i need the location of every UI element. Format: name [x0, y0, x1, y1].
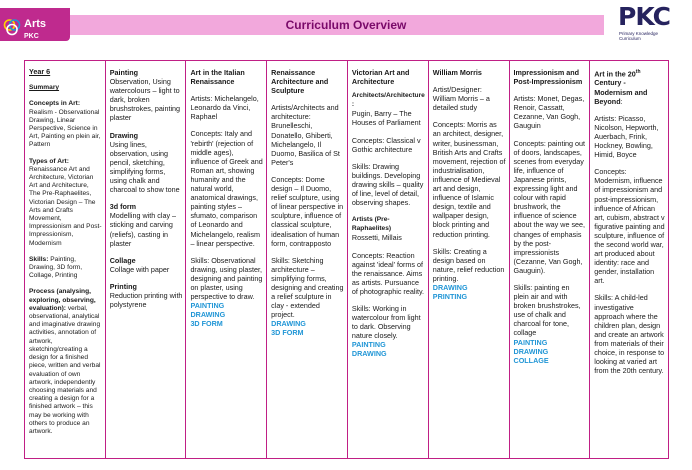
unit-skills: Skills: Observational drawing, using plaster, designing and painting on plaster, using perspective to draw.	[190, 255, 263, 302]
year-title: Year 6	[29, 67, 51, 76]
column-impressionism	[510, 61, 591, 458]
tag-drawing: DRAWING	[190, 310, 226, 320]
tag-printing: PRINTING	[432, 292, 468, 302]
pkc-logo	[618, 3, 678, 43]
curriculum-table	[24, 60, 669, 459]
architects-heading: Architects/Architecture :	[351, 92, 425, 109]
column-skills	[106, 61, 187, 458]
pre-raphaelites-heading: Artists (Pre-Raphaelites)	[351, 216, 392, 233]
skills-text: Painting, Drawing, 3D form, Collage, Printing	[29, 255, 83, 280]
unit-title: Renaissance Architecture and Sculpture	[271, 68, 329, 96]
tag-painting: PAINTING	[351, 340, 386, 350]
unit-concepts: Concepts: Dome design – Il Duomo, relief sculpture, using of linear perspective in sculpture, influence of classical sculpture, idealisation of human form, contrapposto	[271, 174, 344, 248]
unit-title: Victorian Art and Architecture	[351, 68, 410, 87]
printing-heading: Printing	[109, 281, 137, 291]
unit-artists: Artists: Picasso, Nicolson, Hepworth, Auerbach, Frink, Hockney, Bowling, Himid, Boyce	[594, 113, 659, 160]
tag-drawing: DRAWING	[432, 282, 468, 292]
skills-heading: Skills:	[29, 255, 49, 263]
venn-logo-icon	[3, 18, 21, 36]
column-william-morris	[429, 61, 510, 458]
summary-heading: Summary	[29, 84, 60, 92]
process-heading: Process (analysing, exploring, observing, evaluation):	[29, 288, 96, 312]
drawing-heading: Drawing	[109, 130, 139, 140]
architects-text: Pugin, Barry – The Houses of Parliament	[351, 109, 421, 128]
collage-heading: Collage	[109, 255, 136, 265]
unit-artists: Artists: Michelangelo, Leonardo da Vinci, Raphael	[190, 94, 259, 122]
column-renaissance-architecture	[267, 61, 348, 458]
unit-concepts-2: Concepts: Reaction against 'ideal' forms of the renaissance. Aims as artists. Pursuance of photographic reality.	[351, 250, 425, 296]
pkc-logo-text: PKC	[618, 2, 670, 31]
subject-badge	[0, 8, 70, 41]
unit-artist: Artist/Designer: William Morris – a detailed study	[432, 85, 490, 113]
tag-painting: PAINTING	[513, 337, 548, 347]
unit-skills: Skills: Creating a design based on nature, relief reduction printing.	[432, 246, 505, 283]
unit-concepts: Concepts: Classical v Gothic architecture	[351, 135, 421, 154]
unit-concepts: Concepts: painting out of doors, landscapes, scenes from everyday life, influence of Japanese prints, expressing light and colour with rapid brushwork, the influence of science about the way we see, changes of emphasis by the post-impressionists (Cezanne, Van Gogh, Gauguin).	[513, 138, 586, 275]
page-title: Curriculum Overview	[285, 18, 407, 32]
tag-drawing: DRAWING	[513, 346, 549, 356]
tag-drawing: DRAWING	[351, 349, 387, 359]
unit-skills: Skills: painting en plein air and with broken brushstrokes, use of chalk and charcoal for tone, collage	[513, 282, 581, 338]
unit-title: Art in the 20th Century - Modernism and Beyond:	[594, 69, 648, 106]
unit-concepts: Concepts: Italy and 'rebirth' (rejection of middle ages), influence of Greek and Roman art, showing humanity and the natural world, anatomical drawings, painting styles – sfumato, comparison of Leonardo and Michelangelo, realism – linear perspective.	[190, 129, 263, 248]
unit-skills: Skills: A child-led investigative approach where the children plan, design and create an artwork from materials of their choice, in response to looking at varied art from the 20th century.	[594, 293, 665, 376]
tag-drawing: DRAWING	[271, 319, 306, 329]
unit-concepts: Concepts: Morris as an architect, designer, writer, businessman, British Arts and Crafts movement, rejection of industrialisation, influence of Medieval art and design, influence of Islamic design, textile and wallpaper design, block printing and reduction printing.	[432, 120, 506, 239]
badge-subtitle: PKC	[24, 33, 39, 40]
painting-text: Observation, Using watercolours – light to dark, broken brushstrokes, painting plaster	[109, 77, 181, 123]
badge-title: Arts	[24, 18, 47, 30]
unit-skills: Skills: Drawing buildings. Developing drawing skills – quality of line, level of detail, observing shapes.	[351, 161, 424, 208]
unit-title: Art in the Italian Renaissance	[190, 68, 245, 87]
unit-skills-2: Skills: Working in watercolour from light to dark. Observing nature closely.	[351, 303, 421, 341]
types-heading: Types of Art:	[29, 157, 69, 165]
painting-heading: Painting	[109, 68, 139, 77]
drawing-text: Using lines, observation, using pencil, sketching, simplifying forms, using chalk and charcoal to show tone	[109, 139, 180, 195]
form-heading: 3d form	[109, 202, 137, 212]
concepts-text: Realism - Observational Drawing, Linear Perspective, Science in Art, Painting en plein air, Pattern	[29, 108, 101, 149]
column-20th-century	[590, 61, 668, 458]
unit-concepts: Concepts: Modernism, influence of impressionism and post-impressionism, influence of African art, cubism, abstract v figurative painting and sculpture, influence of the second world war, art produced about identity: race and gender, installation art.	[594, 167, 665, 286]
printing-text: Reduction printing with polystyrene	[109, 290, 183, 310]
process-text: verbal, observational, analytical and imaginative drawing activities, annotation of artwork, sketching/creating a design for a finished piece, written and verbal evaluation of own artwork, independently choosing materials and creating a design for a finished artwork – this may be working with others to produce an artwork.	[29, 304, 101, 435]
collage-text: Collage with paper	[109, 264, 170, 274]
tag-3d-form: 3D FORM	[271, 328, 304, 338]
types-text: Renaissance Art and Architecture, Victorian Art and Architecture, The Pre-Raphaelites, Victorian Design – The Arts and Crafts Movement, Impressionism and Post-Impressionism, Modernism	[29, 165, 102, 247]
column-year-summary	[25, 61, 106, 458]
tag-collage: COLLAGE	[513, 355, 549, 365]
unit-artists: Artists: Monet, Degas, Renoir, Cassatt, Cezanne, Van Gogh, Gauguin	[513, 94, 585, 131]
form-text: Modelling with clay – sticking and carving (reliefs), casting in plaster	[109, 211, 177, 248]
tag-painting: PAINTING	[190, 301, 225, 311]
column-victorian-art	[348, 61, 429, 458]
concepts-heading: Concepts in Art:	[29, 100, 81, 108]
unit-skills: Skills: Sketching architecture – simplifying forms, designing and creating a relief sculpture in clay - extended project.	[271, 255, 344, 320]
pkc-logo-subtitle: Primary Knowledge Curriculum	[619, 31, 659, 41]
unit-title: William Morris	[432, 68, 482, 77]
unit-title: Impressionism and Post-Impressionism	[513, 68, 583, 87]
tag-3d-form: 3D FORM	[190, 319, 223, 329]
pre-raphaelites-text: Rossetti, Millais	[351, 233, 402, 243]
page-header	[0, 0, 692, 43]
unit-artists: Artists/Architects and architecture: Brunelleschi, Donatello, Ghiberti, Michelangelo, Il Duomo, Basilica of St Peter's	[271, 103, 340, 167]
column-italian-renaissance	[186, 61, 267, 458]
